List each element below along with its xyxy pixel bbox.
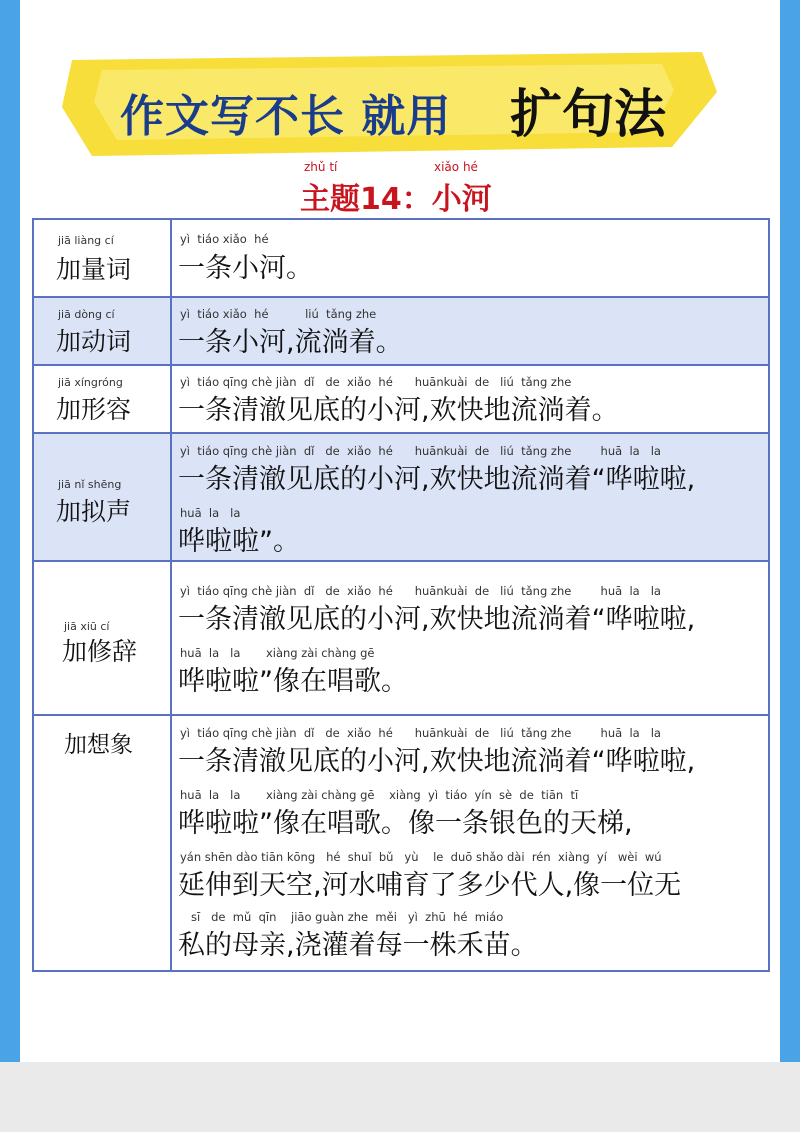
sentence-pinyin: yì tiáo qīng chè jiàn dǐ de xiǎo hé huānkuài de liú tǎng zhe huā la la	[180, 726, 661, 740]
sentence-pinyin: yán shēn dào tiān kōng hé shuǐ bǔ yù le duō shǎo dài rén xiàng yí wèi wú	[180, 850, 662, 864]
sentence-text: 哗啦啦”。	[178, 526, 300, 557]
row-label-cell	[33, 561, 171, 715]
sentence-pinyin: yì tiáo xiǎo hé liú tǎng zhe	[180, 307, 377, 321]
sentence-text: 一条清澈见底的小河,欢快地流淌着“哗啦啦,	[178, 746, 696, 777]
subtitle: 主题14：小河	[300, 182, 492, 217]
sentence-pinyin: huā la la xiàng zài chàng gē xiàng yì tiáo yín sè de tiān tī	[180, 788, 579, 802]
sentence-text: 一条小河。	[178, 253, 313, 284]
row-content-cell	[171, 219, 769, 297]
sentence-text: 延伸到天空,河水哺育了多少代人,像一位无	[178, 870, 682, 901]
row-label-pinyin: jiā xiū cí	[64, 620, 110, 633]
sentence-text: 一条清澈见底的小河,欢快地流淌着“哗啦啦,	[178, 604, 696, 635]
subtitle-pinyin-topic: zhǔ tí	[304, 160, 338, 174]
sentence-pinyin: sī de mǔ qīn jiāo guàn zhe měi yì zhū hé miáo	[180, 910, 504, 924]
sentence-pinyin: yì tiáo xiǎo hé	[180, 232, 269, 246]
row-label-cell	[33, 219, 171, 297]
table-row	[33, 561, 769, 715]
table-row	[33, 365, 769, 433]
sentence-pinyin: yì tiáo qīng chè jiàn dǐ de xiǎo hé huānkuài de liú tǎng zhe huā la la	[180, 444, 661, 458]
row-label-pinyin: jiā nǐ shēng	[58, 478, 122, 491]
row-label: 加动词	[56, 327, 132, 356]
table-row	[33, 433, 769, 561]
row-label-cell	[33, 433, 171, 561]
row-label: 加想象	[64, 732, 133, 758]
sentence-pinyin: huā la la xiàng zài chàng gē	[180, 646, 375, 660]
row-content-cell	[171, 433, 769, 561]
table-row	[33, 297, 769, 365]
row-label-pinyin: jiā xíngróng	[58, 376, 123, 389]
sentence-pinyin: yì tiáo qīng chè jiàn dǐ de xiǎo hé huānkuài de liú tǎng zhe huā la la	[180, 584, 661, 598]
row-label-cell	[33, 715, 171, 971]
row-label-cell	[33, 365, 171, 433]
sentence-text: 哗啦啦”像在唱歌。像一条银色的天梯,	[178, 808, 633, 839]
row-label-pinyin: jiā dòng cí	[58, 308, 115, 321]
row-label: 加拟声	[56, 497, 132, 526]
expansion-table	[32, 218, 770, 972]
table-row	[33, 715, 769, 971]
row-content-cell	[171, 561, 769, 715]
left-blue-border	[0, 0, 20, 1062]
bottom-margin	[0, 1062, 800, 1132]
row-label: 加形容	[56, 395, 132, 424]
row-content-cell	[171, 365, 769, 433]
sentence-text: 私的母亲,浇灌着每一株禾苗。	[178, 930, 538, 961]
title-main: 作文写不长 就用	[120, 91, 452, 142]
sentence-pinyin: yì tiáo qīng chè jiàn dǐ de xiǎo hé huānkuài de liú tǎng zhe	[180, 375, 572, 389]
sentence-pinyin: huā la la	[180, 506, 241, 520]
title-accent: 扩句法	[510, 85, 667, 145]
sentence-text: 一条清澈见底的小河,欢快地流淌着。	[178, 395, 619, 426]
sentence-text: 一条清澈见底的小河,欢快地流淌着“哗啦啦,	[178, 464, 696, 495]
row-content-cell	[171, 715, 769, 971]
row-label-pinyin: jiā liàng cí	[58, 234, 114, 247]
row-content-cell	[171, 297, 769, 365]
right-blue-border	[780, 0, 800, 1062]
table-row	[33, 219, 769, 297]
row-label: 加量词	[56, 255, 132, 284]
subtitle-pinyin-river: xiǎo hé	[434, 160, 478, 174]
sentence-text: 哗啦啦”像在唱歌。	[178, 666, 408, 697]
sentence-text: 一条小河,流淌着。	[178, 327, 403, 358]
row-label-cell	[33, 297, 171, 365]
row-label: 加修辞	[62, 637, 138, 666]
